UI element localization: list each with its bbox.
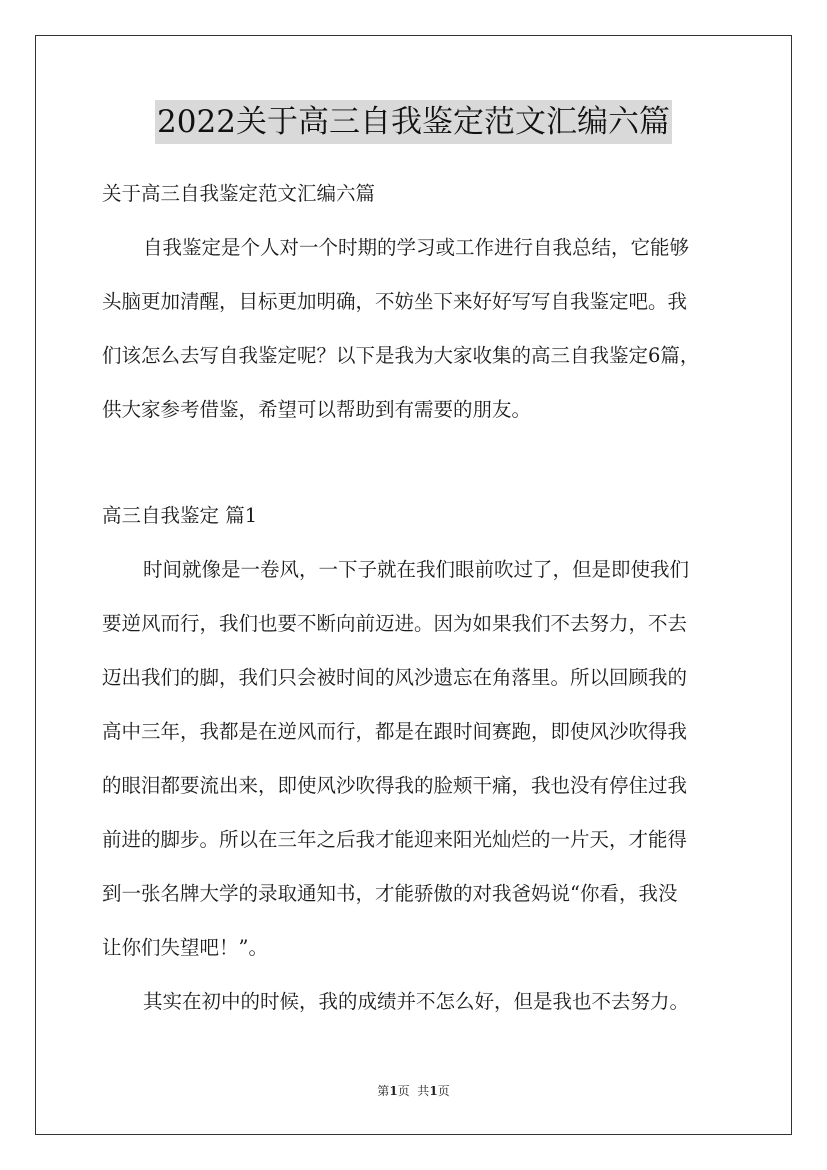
intro-paragraph [102,232,742,448]
footer-suffix: 页 [437,1084,450,1098]
paragraph-line: 迈出我们的脚，我们只会被时间的风沙遗忘在角落里。所以回顾我的 [102,666,688,689]
document-body [102,178,742,1040]
paragraph-line: 高中三年，我都是在逆风而行，都是在跟时间赛跑，即使风沙吹得我 [102,720,688,743]
paragraph-line: 前进的脚步。所以在三年之后我才能迎来阳光灿烂的一片天，才能得 [102,828,688,851]
page-footer [0,1082,827,1099]
paragraph-line: 们该怎么去写自我鉴定呢？以下是我为大家收集的高三自我鉴定6篇， [102,344,700,367]
paragraph-line: 头脑更加清醒，目标更加明确，不妨坐下来好好写写自我鉴定吧。我 [102,290,688,313]
paragraph-line: 自我鉴定是个人对一个时期的学习或工作进行自我总结，它能够 [143,236,690,259]
paragraph-line: 要逆风而行，我们也要不断向前迈进。因为如果我们不去努力，不去 [102,612,688,635]
subtitle: 关于高三自我鉴定范文汇编六篇 [102,182,376,205]
section-spacer [102,448,742,500]
paragraph-line: 的眼泪都要流出来，即使风沙吹得我的脸颊干痛，我也没有停住过我 [102,774,688,797]
next-paragraph-line: 其实在初中的时候，我的成绩并不怎么好，但是我也不去努力。 [143,990,690,1013]
paragraph-line: 供大家参考借鉴，希望可以帮助到有需要的朋友。 [102,398,532,421]
document-title [0,100,827,144]
footer-prefix: 第 [377,1084,390,1098]
footer-middle: 页 共 [397,1084,430,1098]
paragraph-line: 到一张名牌大学的录取通知书，才能骄傲的对我爸妈说“你看，我没 [102,882,678,905]
total-pages-number: 1 [429,1084,438,1098]
paragraph-line: 让你们失望吧！”。 [102,936,268,959]
section-heading: 高三自我鉴定 篇1 [102,504,258,527]
title-text: 2022关于高三自我鉴定范文汇编六篇 [155,100,672,144]
body-paragraph [102,554,742,986]
paragraph-line: 时间就像是一卷风，一下子就在我们眼前吹过了，但是即使我们 [143,558,690,581]
current-page-number: 1 [389,1084,398,1098]
